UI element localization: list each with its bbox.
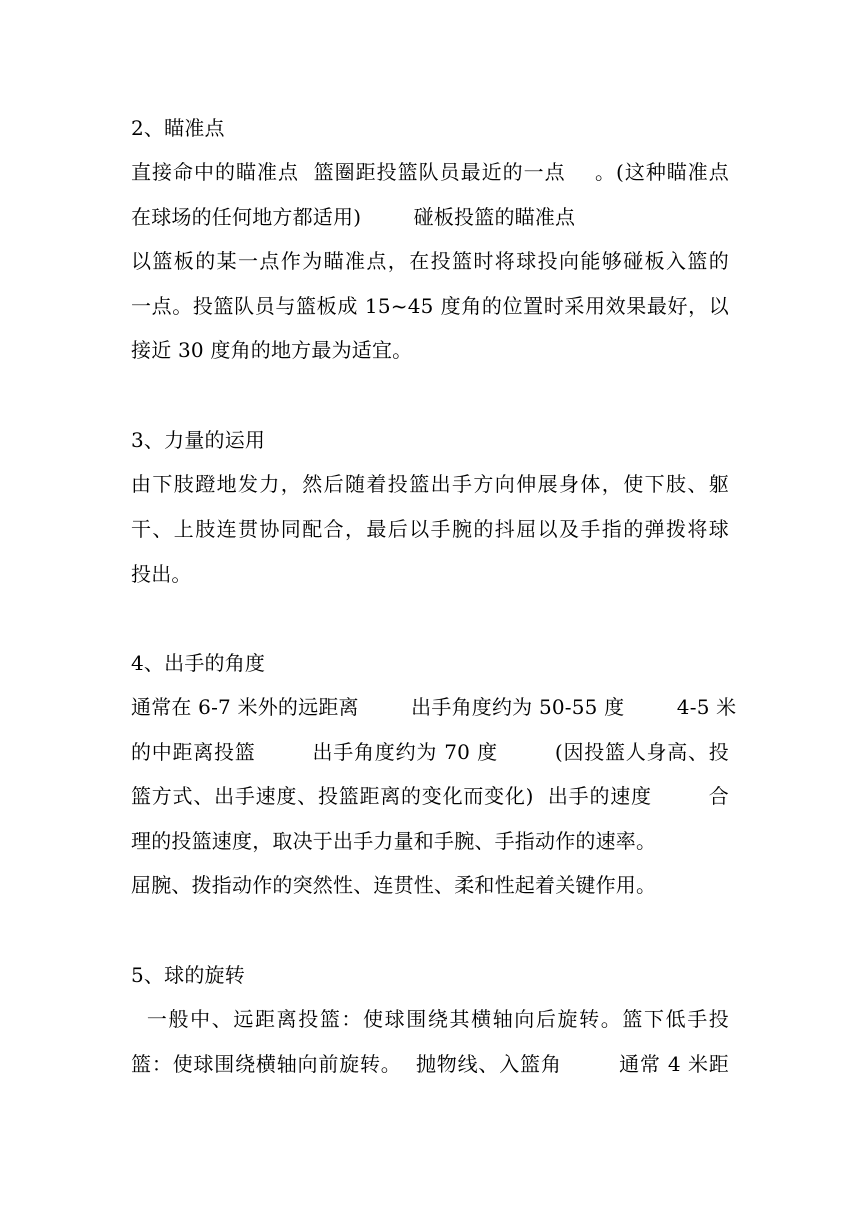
paragraph-line: 干、上肢连贯协同配合，最后以手腕的抖屈以及手指的弹拨将球 xyxy=(131,517,729,541)
paragraph-line: 由下肢蹬地发力，然后随着投篮出手方向伸展身体，使下肢、躯 xyxy=(131,472,729,496)
paragraph-line: 在球场的任何地方都适用) 碰板投篮的瞄准点 xyxy=(131,205,576,229)
paragraph-line: 的中距离投篮 出手角度约为 70 度 (因投篮人身高、投 xyxy=(131,740,729,764)
paragraph-line: 篮方式、出手速度、投篮距离的变化而变化) 出手的速度 合 xyxy=(131,784,729,808)
paragraph-line: 一般中、远距离投篮：使球围绕其横轴向后旋转。篮下低手投 xyxy=(131,1007,729,1031)
paragraph-line: 投出。 xyxy=(131,562,192,586)
paragraph-line: 篮：使球围绕横轴向前旋转。 抛物线、入篮角 通常 4 米距 xyxy=(131,1052,729,1076)
section-heading-release-angle: 4、出手的角度 xyxy=(131,651,266,675)
paragraph-line: 通常在 6-7 米外的远距离 出手角度约为 50-55 度 4-5 米 xyxy=(131,695,737,719)
paragraph-line: 接近 30 度角的地方最为适宜。 xyxy=(131,338,413,362)
paragraph-line: 直接命中的瞄准点 篮圈距投篮队员最近的一点 。(这种瞄准点 xyxy=(131,160,729,184)
paragraph-line: 屈腕、拨指动作的突然性、连贯性、柔和性起着关键作用。 xyxy=(131,873,657,897)
section-heading-force: 3、力量的运用 xyxy=(131,428,266,452)
paragraph-line: 理的投篮速度，取决于出手力量和手腕、手指动作的速率。 xyxy=(131,829,657,853)
section-heading-ball-spin: 5、球的旋转 xyxy=(131,963,245,987)
paragraph-line: 一点。投篮队员与篮板成 15~45 度角的位置时采用效果最好，以 xyxy=(131,294,729,318)
section-heading-aim-point: 2、瞄准点 xyxy=(131,116,225,140)
paragraph-line: 以篮板的某一点作为瞄准点，在投篮时将球投向能够碰板入篮的 xyxy=(131,249,729,273)
